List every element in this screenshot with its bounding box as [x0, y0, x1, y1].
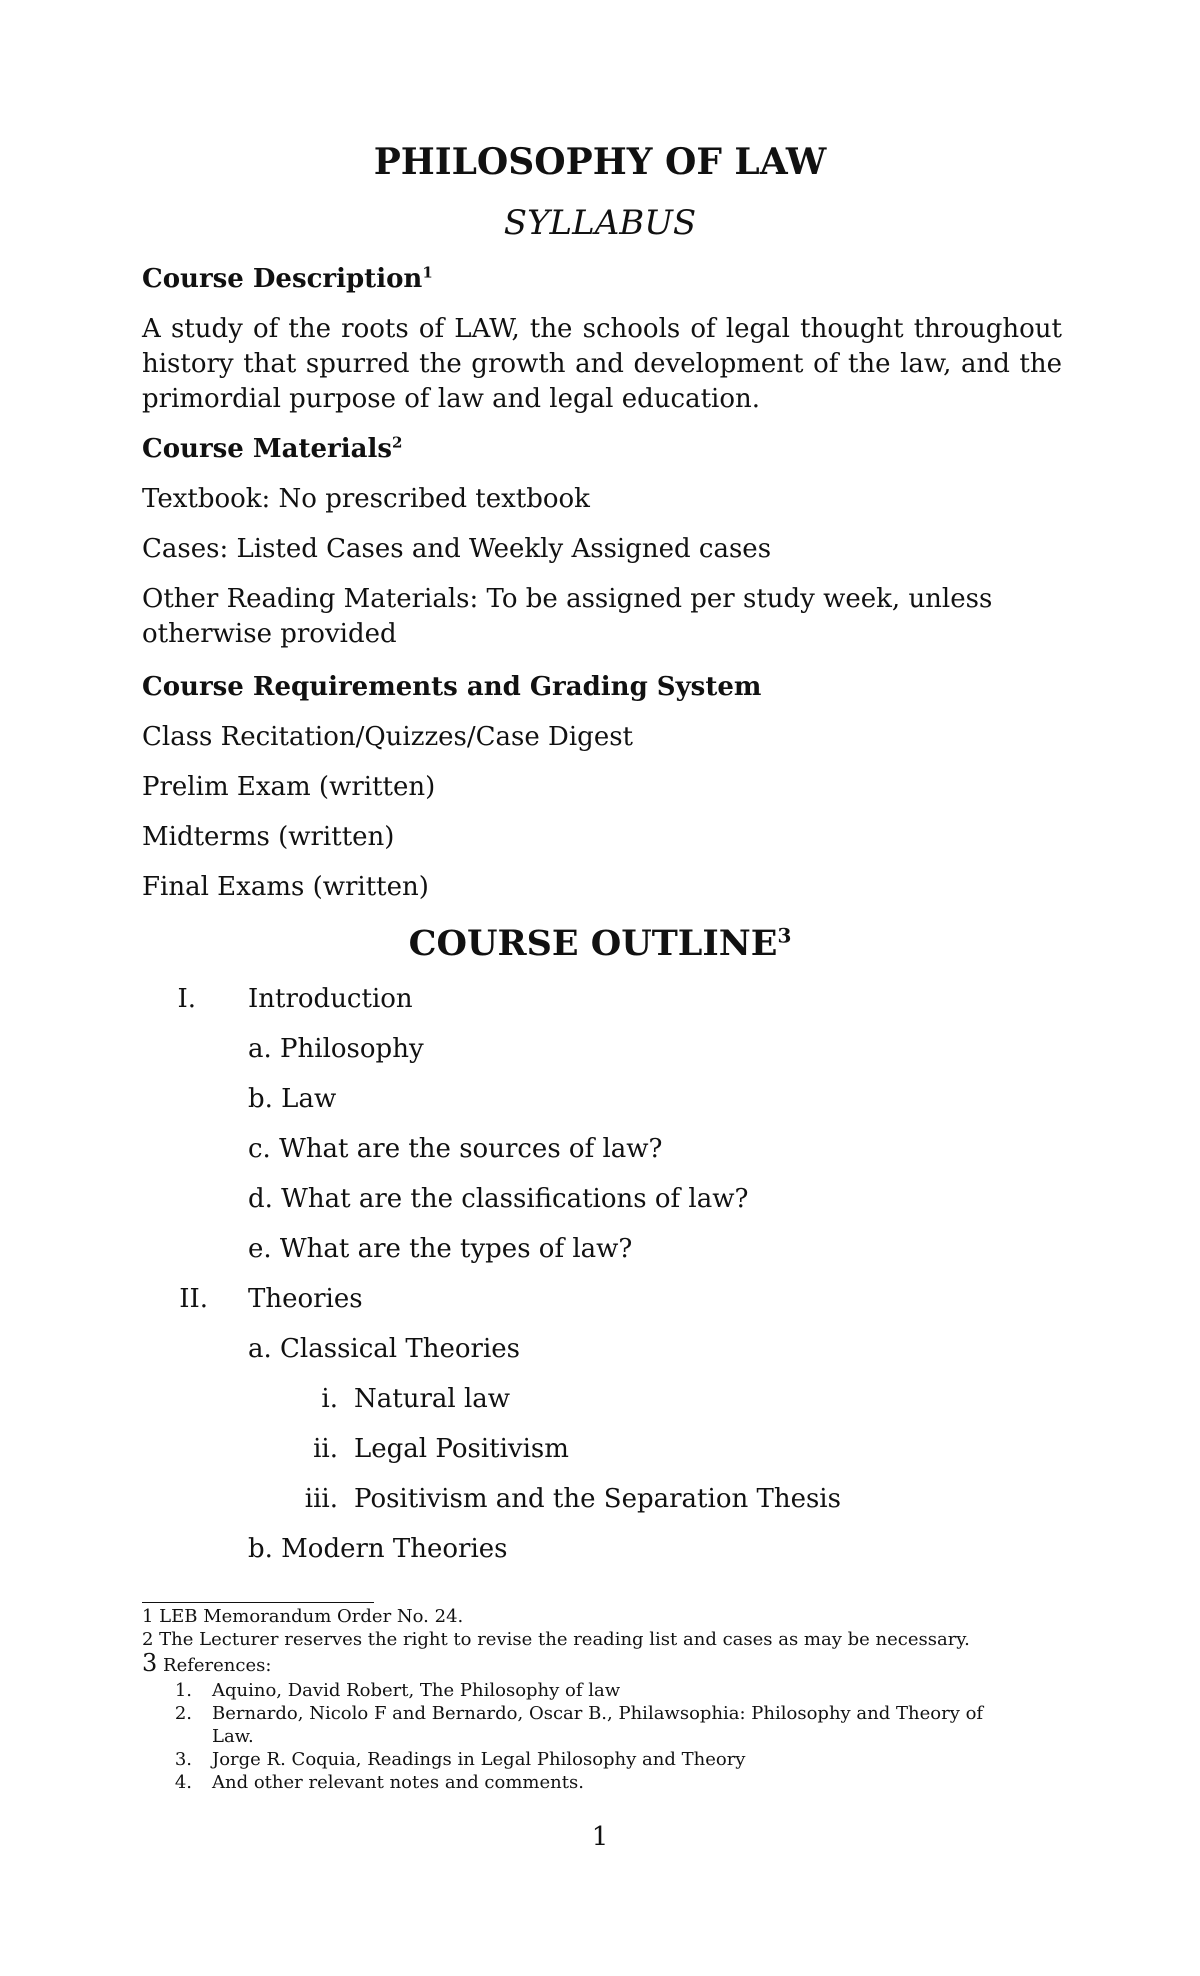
requirement-item: Prelim Exam (written)	[142, 772, 436, 802]
footnote-separator	[142, 1602, 374, 1603]
reference-item: Bernardo, Nicolo F and Bernardo, Oscar B., Philawsophia: Philosophy and Theory of	[212, 1703, 984, 1724]
course-materials-heading	[142, 432, 402, 466]
footnote-2: 2 The Lecturer reserves the right to revise the reading list and cases as may be necessary.	[142, 1629, 970, 1650]
outline-subitem: Natural law	[354, 1384, 511, 1414]
outline-section-title: Theories	[248, 1284, 363, 1314]
footnote-ref-1[interactable]: 1	[422, 263, 433, 282]
page-number: 1	[591, 1822, 609, 1852]
footnote-ref-2[interactable]: 2	[391, 433, 403, 452]
reference-number: 4.	[174, 1772, 192, 1793]
outline-item: d. What are the classifications of law?	[248, 1184, 749, 1214]
requirement-item: Midterms (written)	[142, 822, 395, 852]
outline-subitem-number: iii.	[304, 1484, 338, 1514]
footnote-1: 1 LEB Memorandum Order No. 24.	[142, 1606, 464, 1627]
requirement-item: Class Recitation/Quizzes/Case Digest	[142, 722, 634, 752]
reference-item: And other relevant notes and comments.	[212, 1772, 584, 1793]
reference-number: 1.	[174, 1680, 192, 1701]
footnote-3-number: 3	[142, 1649, 158, 1677]
reference-number: 2.	[174, 1703, 192, 1724]
document-subtitle: SYLLABUS	[503, 203, 697, 243]
outline-subitem: Positivism and the Separation Thesis	[354, 1484, 841, 1514]
outline-item: b. Law	[248, 1084, 337, 1114]
course-description-heading-text: Course Description	[142, 264, 423, 294]
requirement-item: Final Exams (written)	[142, 872, 429, 902]
outline-item: b. Modern Theories	[248, 1534, 508, 1564]
reference-item: Aquino, David Robert, The Philosophy of law	[212, 1680, 621, 1701]
footnote-3-label: References:	[163, 1655, 272, 1676]
textbook-line: Textbook: No prescribed textbook	[142, 484, 590, 514]
outline-subitem: Legal Positivism	[354, 1434, 569, 1464]
course-description-text: A study of the roots of LAW, the schools of legal thought throughout history that spurred the growth and development of the law, and the primordial purpose of law and legal education.	[142, 314, 1062, 414]
course-outline-heading	[0, 920, 1200, 968]
outline-item: a. Philosophy	[248, 1034, 424, 1064]
requirements-heading: Course Requirements and Grading System	[142, 672, 762, 702]
outline-section-title: Introduction	[248, 984, 413, 1014]
course-materials-heading-text: Course Materials	[142, 434, 392, 464]
reference-item: Jorge R. Coquia, Readings in Legal Philosophy and Theory	[212, 1749, 746, 1770]
outline-item: a. Classical Theories	[248, 1334, 520, 1364]
course-description-heading	[142, 262, 433, 296]
document-title: PHILOSOPHY OF LAW	[373, 141, 827, 183]
outline-subitem-number: i.	[321, 1384, 338, 1414]
outline-section-number: II.	[179, 1284, 208, 1314]
other-materials-line: Other Reading Materials: To be assigned per study week, unless otherwise provided	[142, 584, 993, 649]
footnote-3	[142, 1649, 272, 1677]
cases-line: Cases: Listed Cases and Weekly Assigned cases	[142, 534, 772, 564]
course-outline-heading-text: COURSE OUTLINE	[408, 923, 778, 964]
outline-item: e. What are the types of law?	[248, 1234, 633, 1264]
outline-item: c. What are the sources of law?	[248, 1134, 663, 1164]
reference-item-continued: Law.	[212, 1726, 254, 1747]
outline-section-number: I.	[177, 984, 196, 1014]
reference-number: 3.	[174, 1749, 192, 1770]
footnote-ref-3[interactable]: 3	[777, 923, 792, 948]
outline-subitem-number: ii.	[313, 1434, 338, 1464]
